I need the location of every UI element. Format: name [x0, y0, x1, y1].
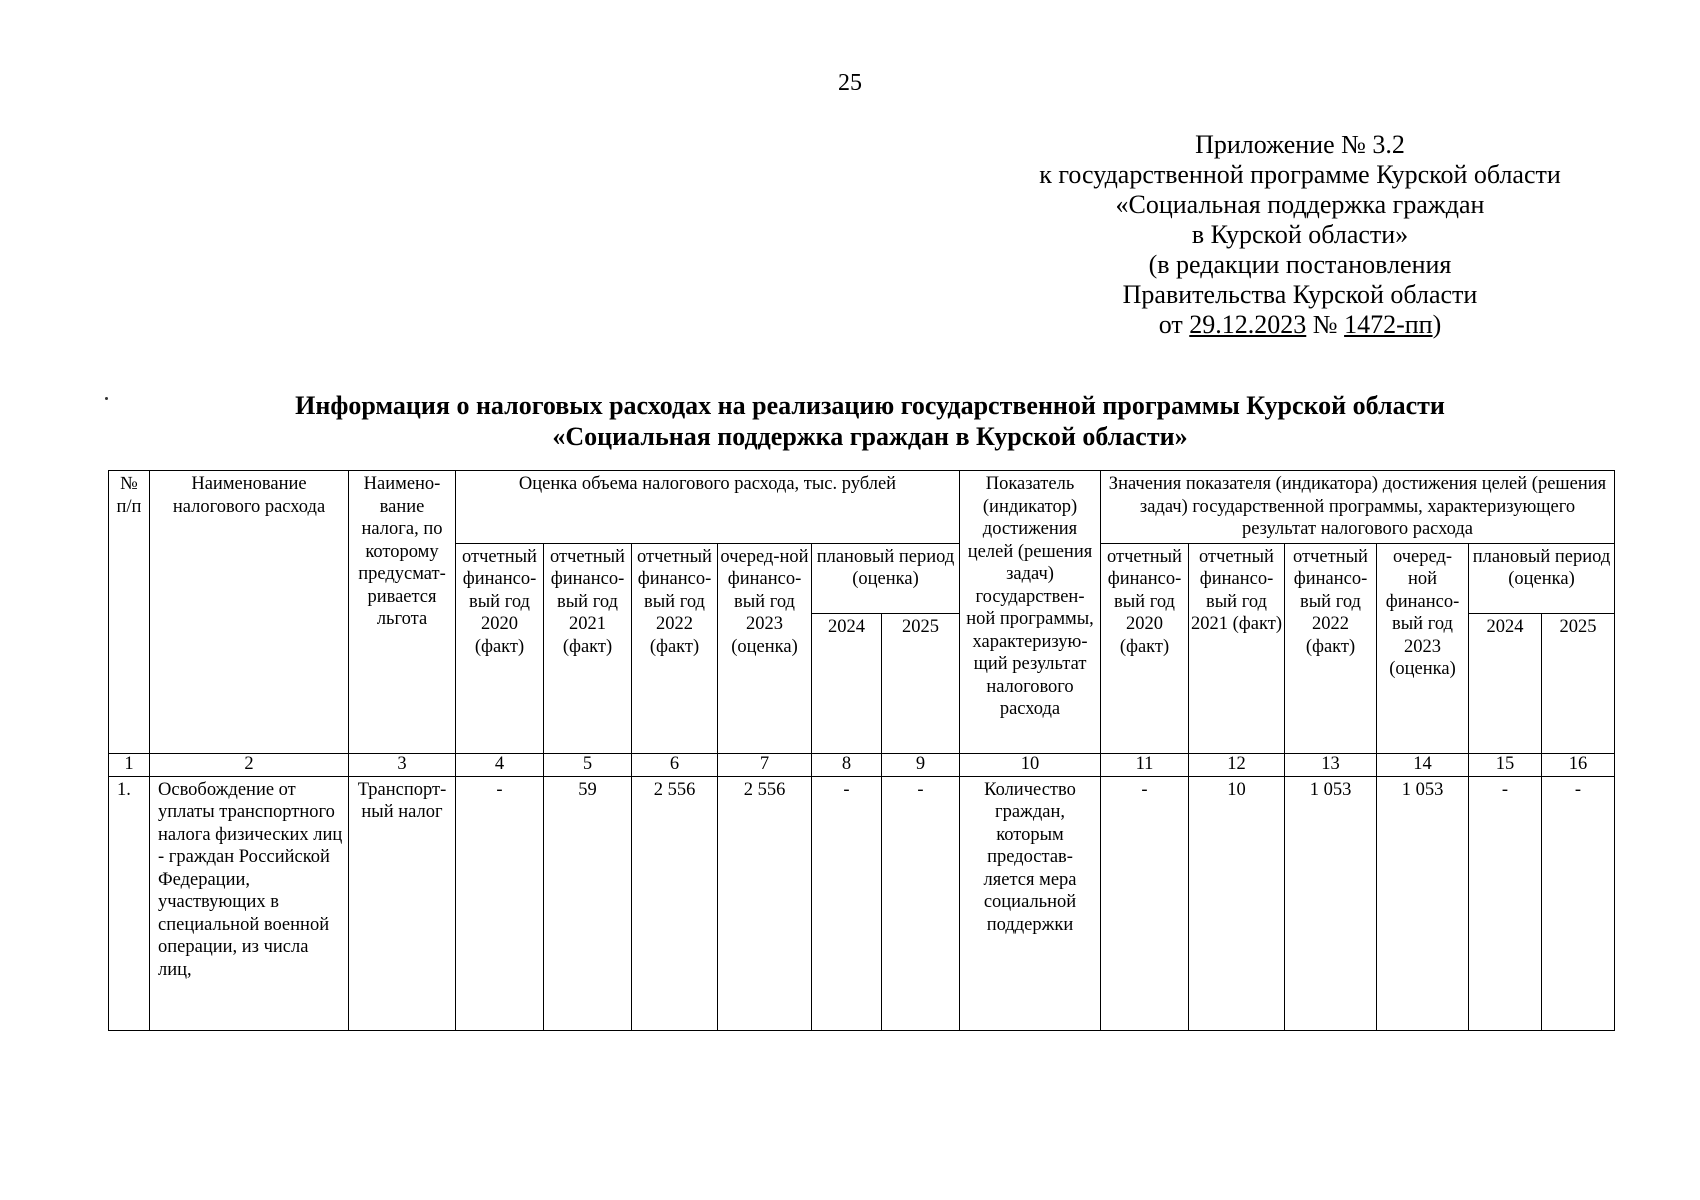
appendix-line-6: Правительства Курской области — [1122, 280, 1478, 309]
column-number: 16 — [1542, 753, 1615, 776]
column-number: 12 — [1189, 753, 1285, 776]
row-val-2025: - — [1542, 776, 1615, 1030]
column-number: 5 — [544, 753, 632, 776]
header-est-planned: плановый период (оценка) — [812, 543, 960, 613]
column-number: 2 — [150, 753, 349, 776]
appendix-line-2: к государственной программе Курской области — [1039, 160, 1561, 189]
header-est-2025: 2025 — [882, 613, 960, 753]
header-indicator: Показатель (индикатор) достижения целей (решения задач) государствен-ной программы, характеризую-щий результат налогового расхода — [960, 471, 1101, 754]
row-val-2023: 1 053 — [1377, 776, 1469, 1030]
column-number: 15 — [1469, 753, 1542, 776]
row-est-2020: - — [456, 776, 544, 1030]
header-val-2024: 2024 — [1469, 613, 1542, 753]
row-tax-name: Транспорт-ный налог — [349, 776, 456, 1030]
appendix-line-7 — [980, 310, 1620, 340]
column-number: 11 — [1101, 753, 1189, 776]
row-est-2022: 2 556 — [632, 776, 718, 1030]
header-val-2022: отчетный финансо-вый год 2022 (факт) — [1285, 543, 1377, 753]
appendix-date: 29.12.2023 — [1189, 310, 1307, 339]
header-est-2022: отчетный финансо-вый год 2022 (факт) — [632, 543, 718, 753]
column-number: 13 — [1285, 753, 1377, 776]
column-number: 7 — [718, 753, 812, 776]
appendix-line-5: (в редакции постановления — [1148, 250, 1452, 279]
header-tax-name: Наимено-вание налога, по которому предусмат-ривается льгота — [349, 471, 456, 754]
row-est-2023: 2 556 — [718, 776, 812, 1030]
tax-expense-table — [108, 470, 1615, 1031]
header-est-2023: очеред-ной финансо-вый год 2023 (оценка) — [718, 543, 812, 753]
appendix-header — [980, 130, 1620, 340]
column-number: 9 — [882, 753, 960, 776]
column-number: 1 — [109, 753, 150, 776]
header-val-2021: отчетный финансо-вый год 2021 (факт) — [1189, 543, 1285, 753]
header-values-group: Значения показателя (индикатора) достижения целей (решения задач) государственной программы, характеризующего результат налогового расхода — [1101, 471, 1615, 544]
column-number: 6 — [632, 753, 718, 776]
header-est-2024: 2024 — [812, 613, 882, 753]
header-estimate-group: Оценка объема налогового расхода, тыс. рублей — [456, 471, 960, 544]
row-est-2021: 59 — [544, 776, 632, 1030]
column-number: 10 — [960, 753, 1101, 776]
page-number: 25 — [838, 70, 862, 96]
column-number: 14 — [1377, 753, 1469, 776]
appendix-doc-number: 1472-пп — [1344, 310, 1433, 339]
appendix-date-prefix: от — [1158, 310, 1183, 339]
header-val-2020: отчетный финансо-вый год 2020 (факт) — [1101, 543, 1189, 753]
header-est-2021: отчетный финансо-вый год 2021 (факт) — [544, 543, 632, 753]
column-number: 4 — [456, 753, 544, 776]
row-expense-name: Освобождение от уплаты транспортного налога физических лиц - граждан Российской Федерации, участвующих в специальной военной операции, из числа лиц, — [150, 776, 349, 1030]
appendix-line-1: Приложение № 3.2 — [1195, 130, 1405, 159]
row-est-2024: - — [812, 776, 882, 1030]
header-expense-name: Наименование налогового расхода — [150, 471, 349, 754]
document-title-line-2: «Социальная поддержка граждан в Курской области» — [552, 422, 1188, 451]
table-row — [109, 776, 1615, 1030]
column-number: 8 — [812, 753, 882, 776]
appendix-line-3: «Социальная поддержка граждан — [1115, 190, 1485, 219]
document-title-line-1: Информация о налоговых расходах на реализацию государственной программы Курской области — [295, 391, 1445, 420]
header-val-2023: очеред-ной финансо-вый год 2023 (оценка) — [1377, 543, 1469, 753]
appendix-line-4: в Курской области» — [1191, 220, 1409, 249]
scan-speck — [105, 397, 108, 400]
header-val-planned: плановый период (оценка) — [1469, 543, 1615, 613]
header-val-2025: 2025 — [1542, 613, 1615, 753]
row-val-2024: - — [1469, 776, 1542, 1030]
column-number: 3 — [349, 753, 456, 776]
row-val-2021: 10 — [1189, 776, 1285, 1030]
document-title — [180, 390, 1560, 452]
appendix-close-paren: ) — [1432, 310, 1442, 339]
header-est-2020: отчетный финансо-вый год 2020 (факт) — [456, 543, 544, 753]
row-val-2020: - — [1101, 776, 1189, 1030]
header-num: № п/п — [109, 471, 150, 754]
appendix-number-sign: № — [1312, 310, 1338, 339]
row-val-2022: 1 053 — [1285, 776, 1377, 1030]
row-indicator: Количество граждан, которым предостав-ляется мера социальной поддержки — [960, 776, 1101, 1030]
row-est-2025: - — [882, 776, 960, 1030]
row-num: 1. — [109, 776, 150, 1030]
